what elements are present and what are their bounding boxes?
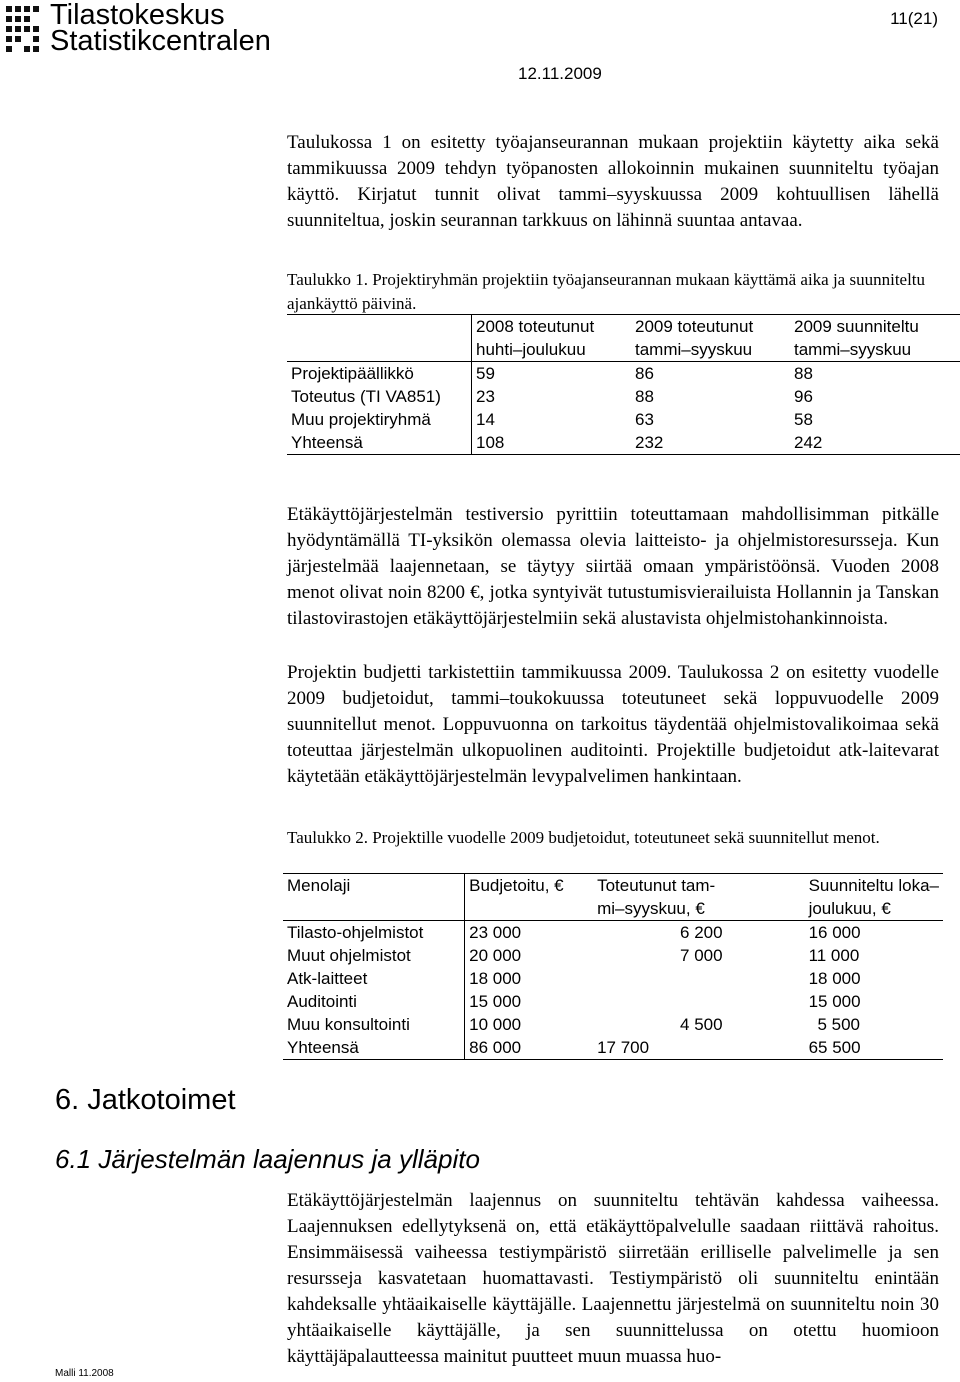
table-cell: 18 000	[808, 969, 861, 988]
page-number: 11(21)	[890, 9, 938, 28]
table2-header-cell: Toteutunut tam- mi–syyskuu, €	[593, 874, 804, 921]
table1	[287, 314, 960, 455]
table-cell: 88	[794, 364, 813, 383]
org-name-fi: Tilastokeskus	[50, 0, 225, 31]
table-cell	[593, 990, 804, 1013]
table-row	[283, 1013, 943, 1036]
paragraph-laajennus: Etäkäyttöjärjestelmän laajennus on suunniteltu tehtävän kahdessa vaiheessa. Laajennuksen edellytyksenä on, että etäkäyttöpalvelulle saadaan riittävä rahoitus. Ensimmäisessä vaiheessa testiympäristö siirretään erilliselle palvelimelle ja sen resursseja kasvatetaan huomattavasti. Testiympäristö oli suunniteltu enintään kahdeksalle yhtäaikaiselle käyttäjälle. Laajennettu järjestelmä on suunniteltu noin 30 yhtäaikaiselle käyttäjälle, ja sen suunnittelussa on otettu huomioon käyttäjäpalautteessa mainitut puutteet muun muassa huo-	[287, 1190, 939, 1367]
table1-header-cell: 2009 toteutunut tammi–syyskuu	[631, 315, 790, 362]
table-cell: 6 200	[680, 923, 723, 942]
table-cell: 23 000	[465, 921, 593, 945]
table-cell: Toteutus (TI VA851)	[291, 387, 441, 406]
table-cell: Yhteensä	[287, 431, 472, 455]
table-cell: Projektipäällikkö	[291, 364, 414, 383]
table-row	[283, 967, 943, 990]
table1-header-row	[287, 315, 960, 362]
table-cell: 15 000	[465, 990, 593, 1013]
paragraph-budjetti: Projektin budjetti tarkistettiin tammikuussa 2009. Taulukossa 2 on esitetty vuodelle 2009 budjetoidut, tammi–toukokuussa toteutuneet sekä loppuvuodelle 2009 suunnitellut menot. Loppuvuonna on tarkoitus täydentää ohjelmistovalikoimaa sekä toteuttaa järjestelmän ulkopuolinen auditointi. Projektille budjetoidut atk-laitevarat käytetään etäkäyttöjärjestelmän levypalvelimen hankintaan.	[287, 662, 939, 787]
table-cell: 14	[472, 408, 632, 431]
table2	[283, 873, 943, 1060]
table-cell: 20 000	[465, 944, 593, 967]
table-cell: Yhteensä	[283, 1036, 465, 1060]
table-cell: 65 500	[805, 1036, 943, 1060]
table-cell: 5 500	[817, 1015, 860, 1034]
table-row	[283, 1036, 943, 1060]
table-row	[283, 921, 943, 945]
footer-template-label: Malli 11.2008	[55, 1368, 114, 1379]
table-cell: 86	[635, 364, 654, 383]
table-row	[283, 944, 943, 967]
table-cell: Tilasto-ohjelmistot	[287, 923, 424, 942]
paragraph-testiversio: Etäkäyttöjärjestelmän testiversio pyrittiin toteuttamaan mahdollisimman pitkälle hyödyntämällä TI-yksikön olemassa olevia laitteisto- ja ohjelmistoresursseja. Kun järjestelmää laajennetaan, se täytyy siirtää omaan ympäristöönsä. Vuoden 2008 menot olivat noin 8200 €, jotka syntyivät tutustumisvierailuista Hollannin ja Tanskan tilastovirastojen etäkäyttöjärjestelmiin sekä alustavista ohjelmistohankinnoista.	[287, 504, 939, 629]
org-name-sv: Statistikcentralen	[50, 25, 271, 57]
table-cell: 108	[472, 431, 632, 455]
table2-caption: Taulukko 2. Projektille vuodelle 2009 budjetoidut, toteutuneet sekä suunnitellut menot.	[287, 828, 880, 847]
table-cell: 58	[794, 410, 813, 429]
table1-header-cell: 2008 toteutunut huhti–joulukuu	[472, 315, 632, 362]
table-cell: 17 700	[593, 1036, 804, 1060]
table-cell: Auditointi	[287, 992, 357, 1011]
table2-header-cell: Budjetoitu, €	[465, 874, 593, 921]
table-cell: 63	[635, 410, 654, 429]
subsection-heading: 6.1 Järjestelmän laajennus ja ylläpito	[55, 1144, 480, 1174]
table-cell: Muut ohjelmistot	[287, 946, 411, 965]
table1-caption: Taulukko 1. Projektiryhmän projektiin työajanseurannan mukaan käyttämä aika ja suunniteltu ajankäyttö päivinä.	[287, 270, 926, 313]
table-cell: 86 000	[465, 1036, 593, 1060]
table-row	[287, 362, 960, 386]
table2-header-cell: Suunniteltu loka– joulukuu, €	[805, 874, 943, 921]
table-cell: 16 000	[808, 923, 861, 942]
table2-header-cell: Menolaji	[283, 874, 465, 921]
table-row	[283, 990, 943, 1013]
table-cell	[593, 967, 804, 990]
table-cell: 4 500	[680, 1015, 723, 1034]
table-cell: 96	[794, 387, 813, 406]
table1-header-cell	[287, 315, 472, 362]
table-cell: 59	[472, 362, 632, 386]
section-heading: 6. Jatkotoimet	[55, 1084, 236, 1116]
table-cell: 18 000	[465, 967, 593, 990]
table1-header-cell: 2009 suunniteltu tammi–syyskuu	[790, 315, 960, 362]
table-cell: Muu konsultointi	[287, 1015, 410, 1034]
tilastokeskus-logo-icon	[6, 4, 46, 52]
document-date: 12.11.2009	[518, 64, 602, 83]
table-cell: Muu projektiryhmä	[291, 410, 431, 429]
table-cell: 7 000	[680, 946, 723, 965]
intro-paragraph: Taulukossa 1 on esitetty työajanseurannan mukaan projektiin käytetty aika sekä tammikuussa 2009 tehdyn työpanosten allokoinnin mukainen suunniteltu työajan käyttö. Kirjatut tunnit olivat tammi–syyskuussa 2009 kohtuullisen lähellä suunniteltua, joskin seurannan tarkkuus on lähinnä suuntaa antavaa.	[287, 132, 939, 231]
table2-header-row	[283, 874, 943, 921]
table-cell: 242	[790, 431, 960, 455]
table-cell: 88	[635, 387, 654, 406]
table-row	[287, 431, 960, 455]
table-cell: 11 000	[808, 946, 860, 965]
table-cell: 232	[631, 431, 790, 455]
table-row	[287, 408, 960, 431]
table-cell: 10 000	[465, 1013, 593, 1036]
table-row	[287, 385, 960, 408]
table-cell: 23	[472, 385, 632, 408]
table-cell: 15 000	[808, 992, 861, 1011]
table-cell: Atk-laitteet	[287, 969, 368, 988]
